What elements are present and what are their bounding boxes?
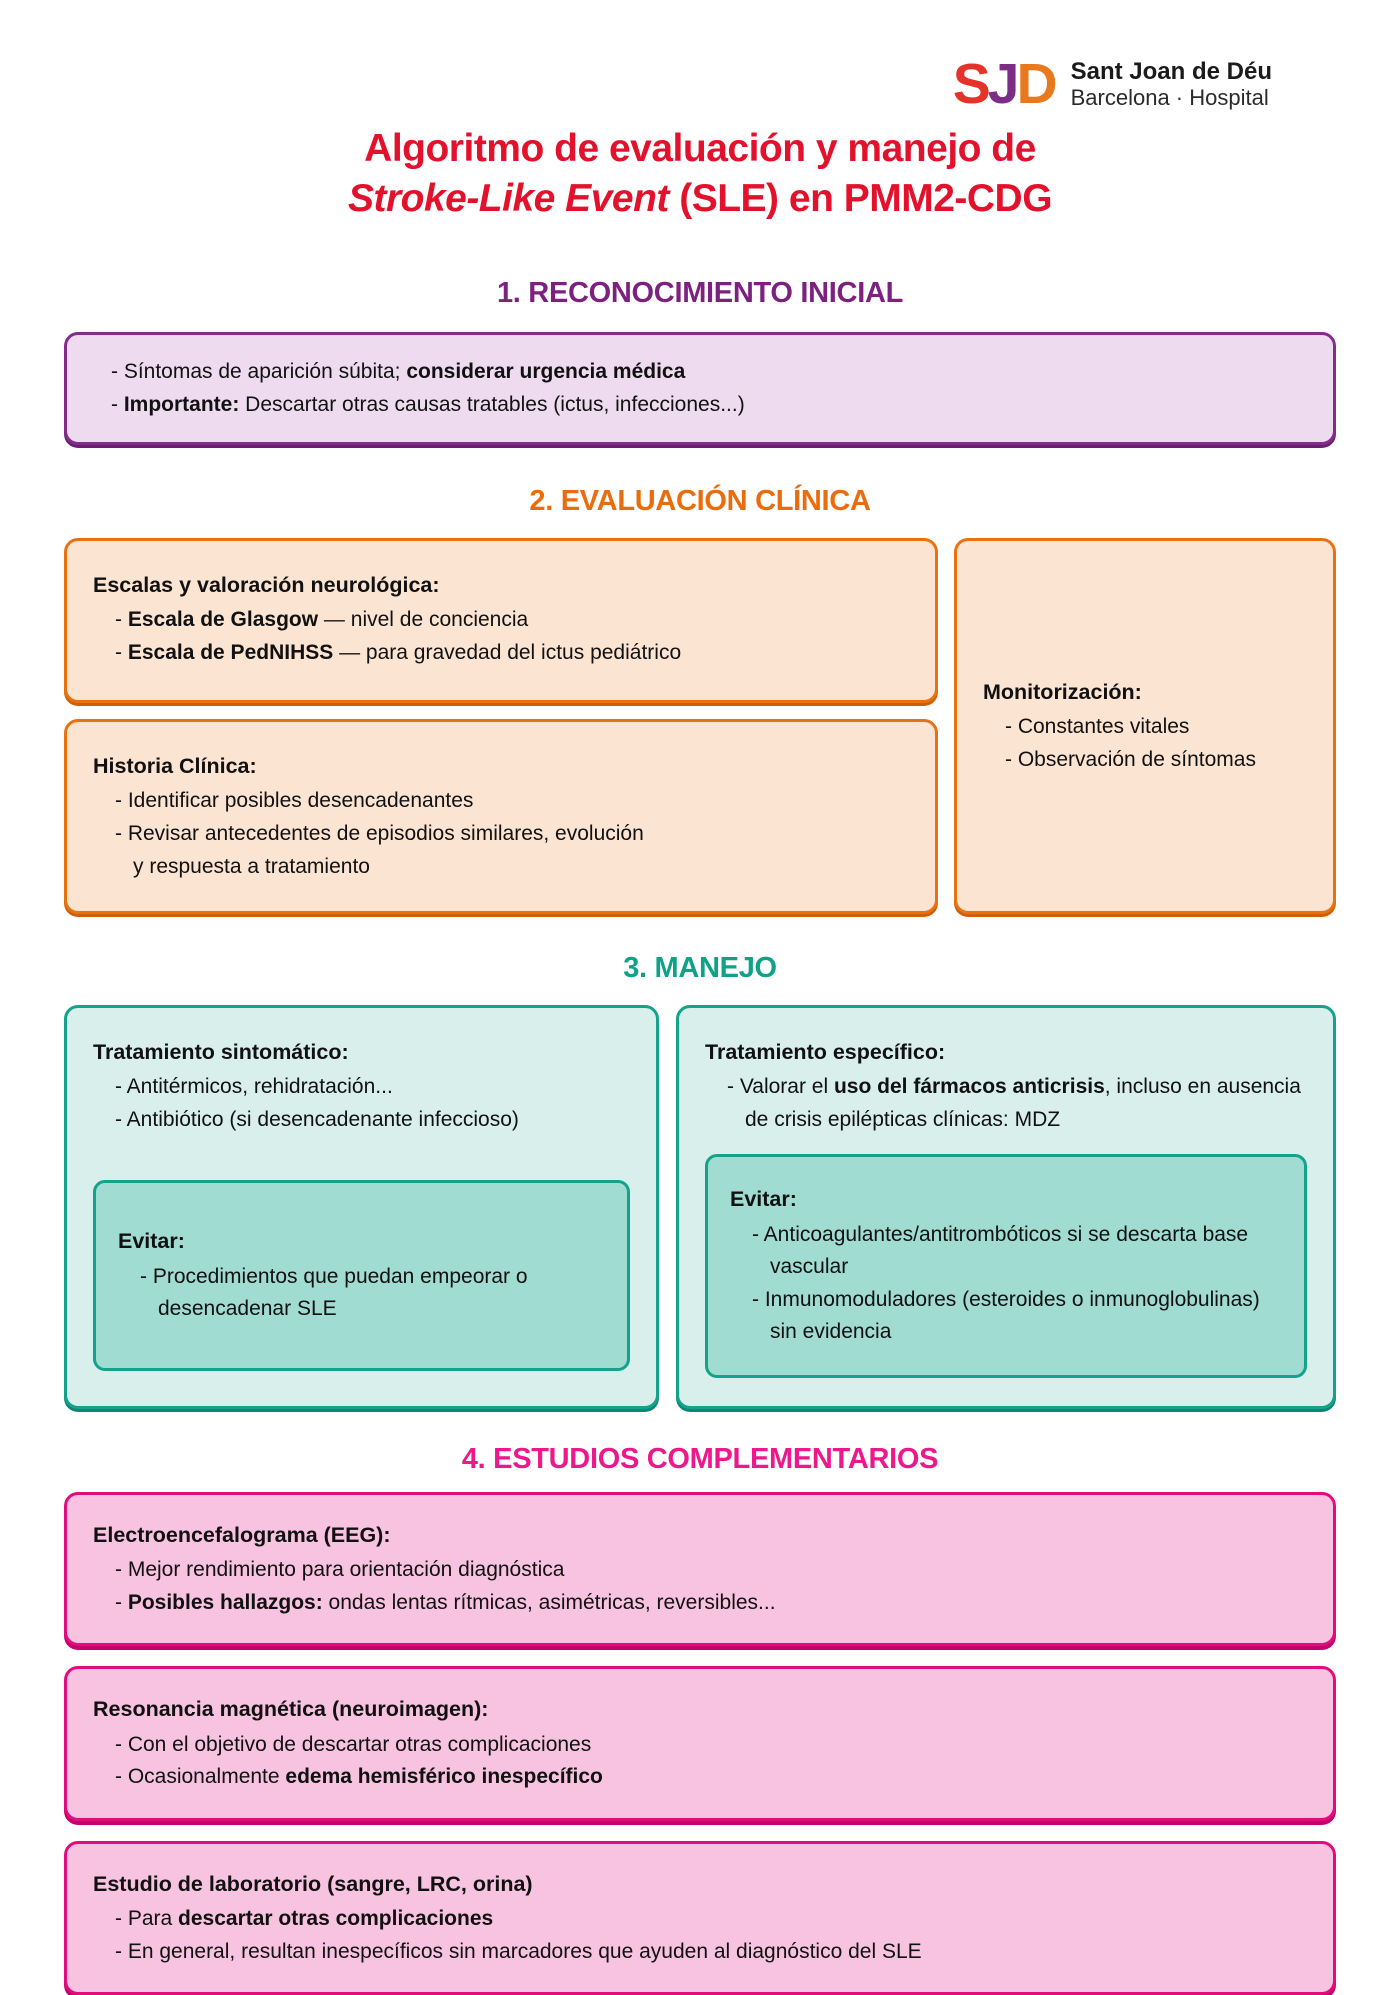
text-line: - Inmunomoduladores (esteroides o inmunoglobulinas) sin evidencia — [752, 1287, 1260, 1344]
section-2-heading: 2. EVALUACIÓN CLÍNICA — [529, 485, 871, 518]
specific-avoid-body — [730, 1219, 1282, 1349]
specific-avoid-box — [705, 1154, 1307, 1378]
section-3-heading: 3. MANEJO — [623, 952, 777, 985]
section-4-content — [0, 1492, 1400, 1995]
specific-treatment-title: Tratamiento específico: — [705, 1040, 946, 1065]
laboratory-title: Estudio de laboratorio (sangre, LRC, orina) — [93, 1871, 533, 1896]
section-2-content — [0, 538, 1400, 914]
text-line: - Antitérmicos, rehidratación... — [115, 1075, 393, 1099]
mri-title: Resonancia magnética (neuroimagen): — [93, 1697, 489, 1722]
text-line: - Constantes vitales — [1005, 715, 1190, 739]
symptomatic-avoid-body — [118, 1261, 605, 1326]
logo-hospital-subtitle: Barcelona · Hospital — [1070, 84, 1269, 110]
mri-box — [64, 1666, 1336, 1820]
section-1-content — [0, 332, 1400, 445]
text-line: - Valorar el uso del fármacos anticrisis, incluso en ausencia de crisis epilépticas clínicas: MDZ — [727, 1075, 1301, 1131]
neurological-scales-body — [93, 604, 909, 669]
laboratory-box — [64, 1841, 1336, 1995]
mri-body — [93, 1729, 1307, 1794]
symptomatic-avoid-box — [93, 1180, 630, 1370]
text-line: - En general, resultan inespecíficos sin marcadores que ayuden al diagnóstico del SLE — [115, 1939, 922, 1963]
monitoring-title: Monitorización: — [983, 679, 1142, 704]
clinical-history-title: Historia Clínica: — [93, 754, 257, 779]
recognition-box-body — [93, 356, 1307, 421]
evaluation-left-column — [64, 538, 938, 914]
text-line: - Importante: Descartar otras causas tratables (ictus, infecciones...) — [111, 392, 745, 416]
logo-hospital-name: Sant Joan de Déu — [1070, 57, 1272, 85]
text-line: - Mejor rendimiento para orientación diagnóstica — [115, 1558, 565, 1582]
logo-text — [1071, 59, 1272, 111]
symptomatic-treatment-box — [64, 1005, 659, 1409]
neurological-scales-title: Escalas y valoración neurológica: — [93, 573, 440, 598]
monitoring-body — [983, 711, 1307, 776]
recognition-box — [64, 332, 1336, 445]
text-line: SJD — [952, 52, 1055, 116]
text-line: - Con el objetivo de descartar otras complicaciones — [115, 1732, 592, 1756]
eeg-body — [93, 1554, 1307, 1619]
text-line: - Antibiótico (si desencadenante infeccioso) — [115, 1107, 519, 1131]
monitoring-box — [954, 538, 1336, 914]
eeg-box — [64, 1492, 1336, 1646]
section-3-content — [0, 1005, 1400, 1409]
section-4-heading: 4. ESTUDIOS COMPLEMENTARIOS — [461, 1442, 939, 1475]
text-line: - Anticoagulantes/antitrombóticos si se descarta base vascular — [752, 1222, 1249, 1279]
specific-treatment-body — [705, 1071, 1307, 1136]
text-line: - Revisar antecedentes de episodios similares, evolución y respuesta a tratamiento — [115, 821, 644, 878]
text-line: - Para descartar otras complicaciones — [115, 1907, 494, 1931]
text-line: - Síntomas de aparición súbita; considerar urgencia médica — [111, 360, 686, 384]
symptomatic-treatment-body — [93, 1071, 630, 1136]
specific-avoid-title: Evitar: — [730, 1187, 797, 1212]
section-1-heading: 1. RECONOCIMIENTO INICIAL — [496, 277, 904, 310]
specific-treatment-box — [676, 1005, 1336, 1409]
neurological-scales-box — [64, 538, 938, 703]
hospital-logo — [952, 52, 1272, 116]
text-line: - Ocasionalmente edema hemisférico inespecífico — [115, 1765, 603, 1789]
laboratory-body — [93, 1903, 1307, 1968]
text-line: Algoritmo de evaluación y manejo de — [364, 127, 1036, 170]
text-line: - Identificar posibles desencadenantes — [115, 789, 474, 813]
clinical-history-box — [64, 719, 938, 914]
management-grid — [64, 1005, 1336, 1409]
text-line: Stroke-Like Event (SLE) en PMM2-CDG — [347, 176, 1053, 220]
text-line: - Escala de PedNIHSS — para gravedad del ictus pediátrico — [115, 640, 682, 664]
symptomatic-avoid-title: Evitar: — [118, 1229, 185, 1254]
text-line: - Observación de síntomas — [1005, 747, 1256, 771]
text-line: - Procedimientos que puedan empeorar o desencadenar SLE — [140, 1264, 528, 1321]
evaluation-grid — [64, 538, 1336, 914]
sjd-logo-icon — [952, 52, 1055, 116]
symptomatic-treatment-title: Tratamiento sintomático: — [93, 1040, 349, 1065]
text-line: - Posibles hallazgos: ondas lentas rítmicas, asimétricas, reversibles... — [115, 1590, 776, 1614]
eeg-title: Electroencefalograma (EEG): — [93, 1522, 391, 1547]
text-line: - Escala de Glasgow — nivel de conciencia — [115, 608, 529, 632]
clinical-history-body — [93, 785, 653, 883]
